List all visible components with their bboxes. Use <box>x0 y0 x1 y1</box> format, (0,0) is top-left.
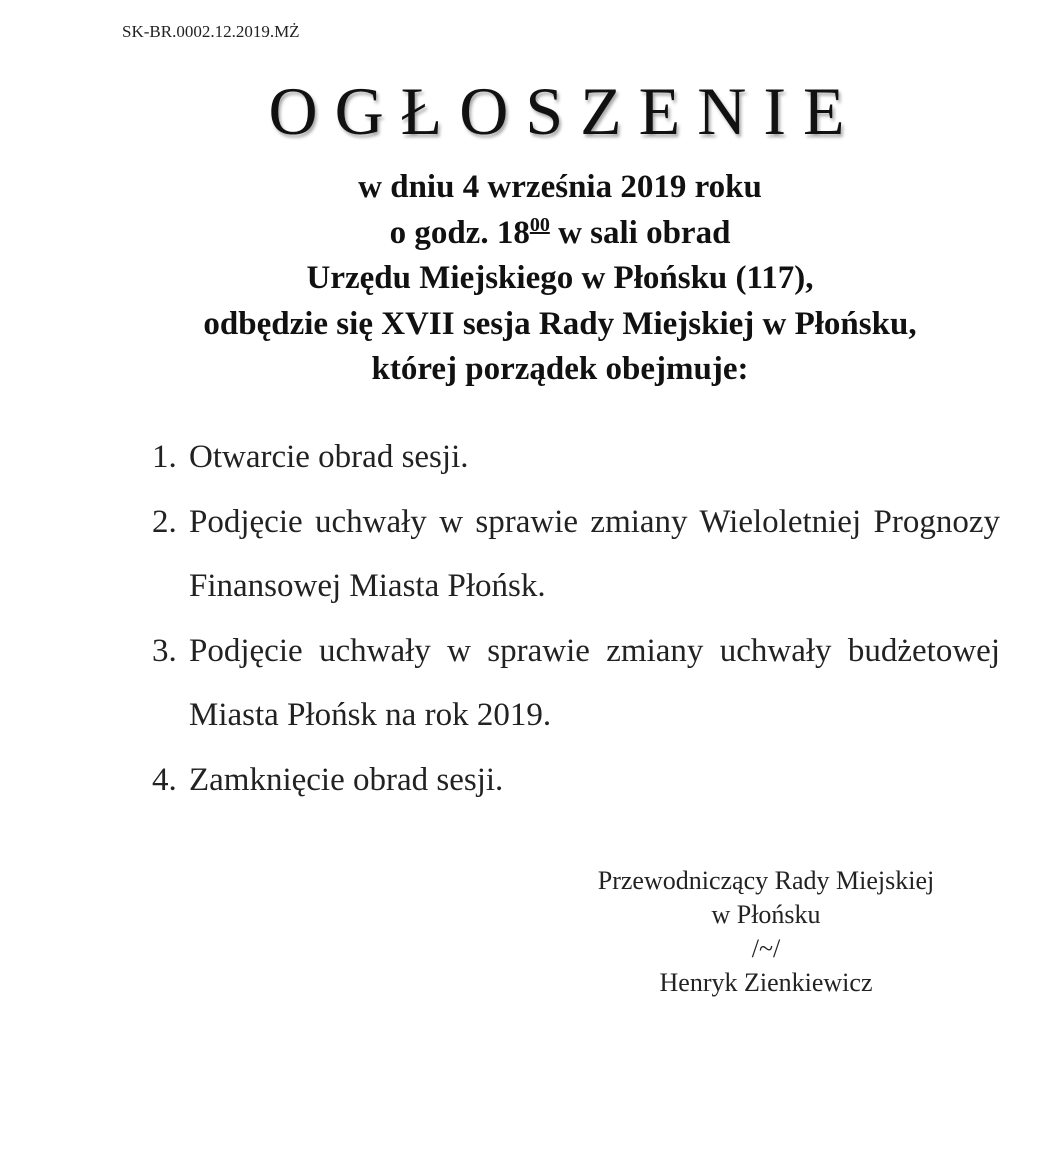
intro-session-line: odbędzie się XVII sesja Rady Miejskiej w Płońsku, <box>203 305 917 342</box>
agenda-item-text: Podjęcie uchwały w sprawie zmiany Wieloletniej Prognozy Finansowej Miasta Płońsk. <box>189 503 1000 604</box>
agenda-item-text: Podjęcie uchwały w sprawie zmiany uchwały budżetowej Miasta Płońsk na rok 2019. <box>189 632 1000 733</box>
intro-venue-text: w sali obrad <box>549 214 731 251</box>
document-reference-number: SK-BR.0002.12.2019.MŻ <box>122 22 300 41</box>
signature-mark: /~/ <box>751 934 781 963</box>
document-title: OGŁOSZENIE <box>268 73 862 149</box>
agenda-item-number: 2. <box>152 503 177 540</box>
agenda-item-number: 1. <box>152 439 177 475</box>
intro-date-line: w dniu 4 września 2019 roku <box>358 169 762 205</box>
signature-position: Przewodniczący Rady Miejskiej <box>597 866 935 895</box>
intro-time-minutes: 00 <box>529 213 550 236</box>
agenda-item <box>152 490 1000 619</box>
intro-office-line: Urzędu Miejskiego w Płońsku (117), <box>306 260 814 296</box>
agenda-item <box>152 619 1000 748</box>
signature-block <box>540 864 992 1000</box>
agenda-item-text: Zamknięcie obrad sesji. <box>189 761 504 798</box>
agenda-item-number: 4. <box>152 761 177 798</box>
announcement-intro <box>60 165 1044 393</box>
agenda-item-text: Otwarcie obrad sesji. <box>189 439 469 475</box>
intro-agenda-lead-line: której porządek obejmuje: <box>371 351 749 387</box>
signature-name: Henryk Zienkiewicz <box>659 968 873 997</box>
agenda-item <box>152 748 1000 813</box>
agenda-list <box>152 425 1000 812</box>
intro-time-line <box>60 211 1044 257</box>
agenda-item-number: 3. <box>152 632 177 669</box>
intro-time-text: o godz. 18 <box>389 214 530 251</box>
agenda-item <box>152 425 1000 490</box>
signature-location: w Płońsku <box>711 900 821 929</box>
